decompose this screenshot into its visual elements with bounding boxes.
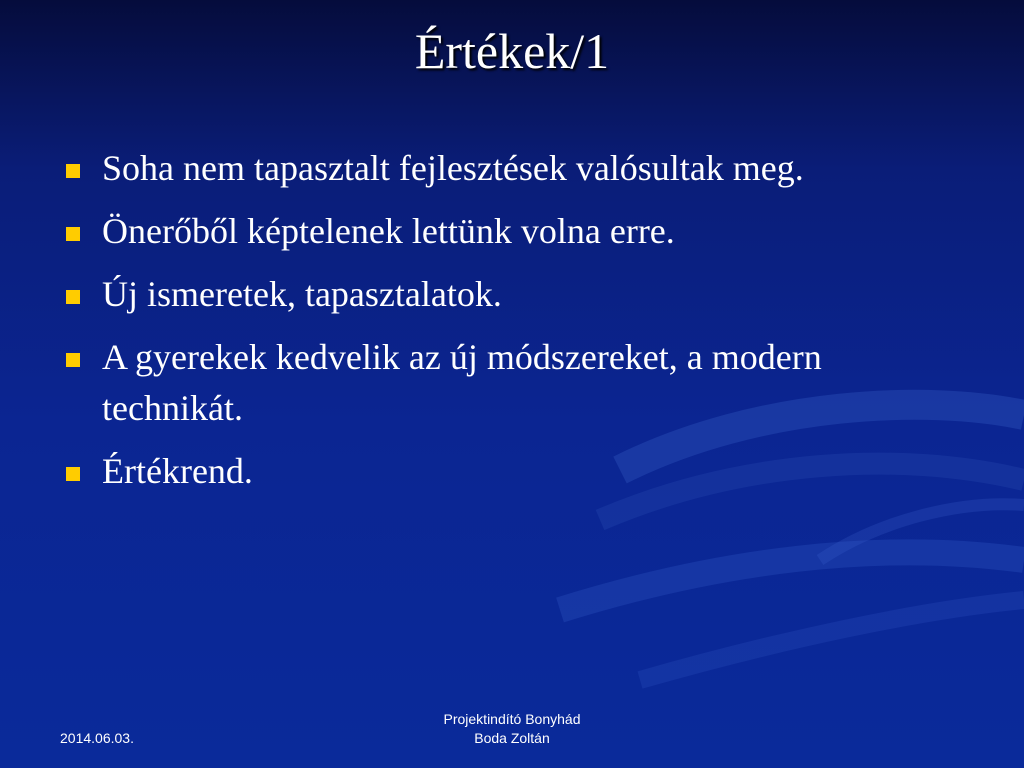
footer-project-info [362, 710, 662, 748]
bullet-item [66, 332, 946, 434]
square-bullet-icon [66, 353, 80, 367]
bullet-item [66, 206, 946, 257]
footer-author: Boda Zoltán [474, 730, 550, 746]
bullet-list [66, 143, 946, 509]
square-bullet-icon [66, 227, 80, 241]
bullet-item [66, 446, 946, 497]
footer-date: 2014.06.03. [60, 730, 134, 746]
bullet-item [66, 143, 946, 194]
bullet-text: Önerőből képtelenek lettünk volna erre. [102, 211, 675, 251]
square-bullet-icon [66, 164, 80, 178]
slide-title: Értékek/1 [414, 23, 610, 79]
bullet-item [66, 269, 946, 320]
square-bullet-icon [66, 467, 80, 481]
bullet-text: Értékrend. [102, 451, 253, 491]
square-bullet-icon [66, 290, 80, 304]
bullet-text: Új ismeretek, tapasztalatok. [102, 274, 502, 314]
footer-project-name: Projektindító Bonyhád [443, 711, 581, 727]
bullet-text: A gyerekek kedvelik az új módszereket, a modern technikát. [102, 337, 822, 428]
bullet-text: Soha nem tapasztalt fejlesztések valósultak meg. [102, 148, 804, 188]
